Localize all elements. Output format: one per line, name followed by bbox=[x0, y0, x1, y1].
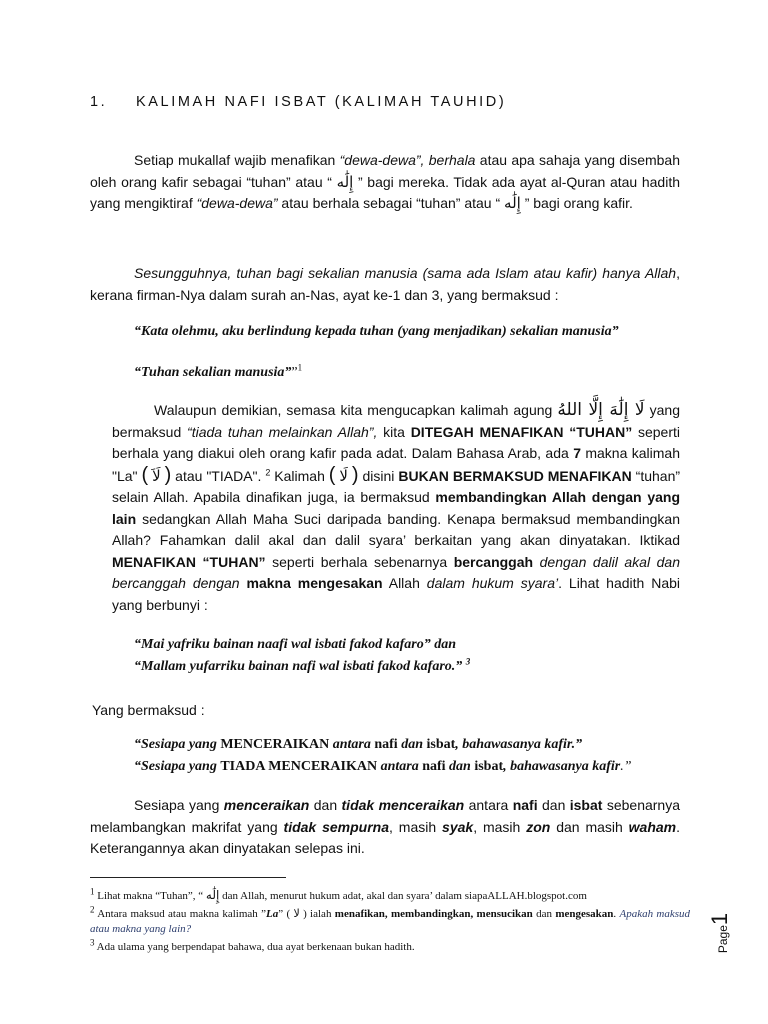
footnote-ref-2: 2 bbox=[265, 466, 271, 477]
p3-text-2: yang bermaksud bbox=[112, 402, 680, 440]
p3-text-13: . Lihat hadith Nabi yang berbunyi : bbox=[112, 575, 681, 613]
p1-text-3: ” bagi mereka. Tidak ada ayat al-Quran atau hadith yang mengiktiraf bbox=[90, 173, 680, 211]
p3-bold-2: 7 bbox=[573, 445, 581, 461]
p3-text-6: atau "TIADA". bbox=[171, 467, 266, 484]
paragraph-4: Yang bermaksud : bbox=[92, 702, 205, 718]
footnote-separator bbox=[90, 877, 286, 878]
paragraph-3: Walaupun demikian, semasa kita mengucapkan kalimah agung لَا إِلَٰهَ إِلَّا اللهُ yang bermaksud “tiada tuhan melainkan Allah”, kita DITEGAH MENAFIKAN “TUHAN” seperti berhala yang diakui oleh orang kafir pada adat. Dalam Bahasa Arab, ada 7 makna kalimah "La" ( لَاَ ) atau "TIADA". $^2$ Kalimah ( لَا ) disini BUKAN BERMAKSUD MENAFIKAN “tuhan” selain Allah. Apabila dinafikan juga, ia bermaksud membandingkan Allah dengan yang lain sedangkan Allah Maha Suci daripada banding. Kenapa bermaksud membandingkan Allah? Fahamkan dalil akal dan dalil syara’ berkaitan yang akan dinyatakan. Iktikad MENAFIKAN “TUHAN” seperti berhala sebenarnya bercanggah dengan dalil akal dan bercanggah dengan makna mengesakan Allah dalam hukum syara’. Lihat hadith Nabi yang berbunyi : bbox=[112, 400, 681, 613]
page-word: Page bbox=[716, 925, 731, 954]
p3-text-8: disini bbox=[358, 467, 399, 484]
p3-text-11: seperti berhala sebenarnya bbox=[265, 553, 454, 570]
p1-text-1: Setiap mukallaf wajib menafikan bbox=[134, 152, 340, 168]
p3-text-4: seperti berhala yang diakui oleh orang kafir pada adat. Dalam Bahasa Arab, ada bbox=[112, 423, 680, 461]
p3-text-1: Walaupun demikian, semasa kita mengucapkan kalimah agung bbox=[154, 402, 558, 418]
p3-bold-1: DITEGAH MENAFIKAN “TUHAN” bbox=[410, 423, 633, 440]
p1-text-2: atau apa sahaja yang disembah oleh orang kafir sebagai “tuhan” atau “ bbox=[90, 152, 681, 190]
arabic-la: لَا bbox=[339, 466, 348, 485]
arabic-la-harakah: لَاَ bbox=[152, 466, 161, 485]
page-num: 1 bbox=[707, 912, 733, 926]
heading-title: KALIMAH NAFI ISBAT (KALIMAH TAUHID) bbox=[136, 94, 507, 110]
quote-text: “Tuhan sekalian manusia” bbox=[134, 365, 292, 380]
meaning-quote bbox=[134, 734, 694, 778]
p3-bold-5: MENAFIKAN “TUHAN” bbox=[112, 553, 266, 570]
p3-text-3: kita bbox=[377, 423, 411, 440]
footnote-3: $^3$ Ada ulama yang berpendapat bahawa, dua ayat berkenaan bukan hadith. bbox=[90, 937, 415, 953]
p3-text-5: makna kalimah "La" bbox=[112, 445, 681, 484]
p3-text-9: “tuhan” selain Allah. Apabila dinafikan juga, ia bermaksud bbox=[112, 467, 681, 505]
p2-text: , kerana firman-Nya dalam surah an-Nas, ayat ke-1 dan 3, yang bermaksud : bbox=[90, 265, 680, 303]
p3-text-12: Allah bbox=[382, 575, 427, 591]
p3-bold-4: membandingkan Allah dengan yang lain bbox=[112, 489, 680, 527]
heading-number: 1. bbox=[90, 94, 108, 110]
footnote-2: $^2$ Antara maksud atau makna kalimah ”La” ( لا ) ialah menafikan, membandingkan, mensucikan dan mengesakan. Apakah maksud atau makna yang lain? bbox=[90, 904, 691, 935]
footnote-ref-1: 1 bbox=[297, 362, 303, 373]
arabic-shahadah: لَا إِلَٰهَ إِلَّا اللهُ bbox=[557, 400, 645, 420]
meaning-line-2: “Sesiapa yang TIADA MENCERAIKAN antara nafi dan isbat, bahawasanya kafir.” bbox=[134, 759, 632, 774]
p3-italic-2: dengan dalil akal dan bercanggah dengan bbox=[112, 553, 680, 591]
p3-text-7: Kalimah bbox=[270, 467, 329, 484]
page-number bbox=[708, 906, 748, 958]
footnote-ref-3: 3 bbox=[465, 656, 471, 667]
footnote-1: $^1$ Lihat makna “Tuhan”, “ إِلَٰه dan Allah, menurut hukum adat, akal dan syara’ dalam siapaALLAH.blogspot.com bbox=[90, 886, 587, 902]
p3-italic-3: dalam hukum syara’ bbox=[426, 575, 559, 591]
arabic-ilah: إِلَٰه bbox=[336, 172, 354, 191]
p1-text-5: ” bagi orang kafir. bbox=[520, 195, 633, 211]
section-heading bbox=[90, 94, 506, 110]
p3-bold-6: bercanggah bbox=[453, 553, 534, 570]
quote-an-nas-3 bbox=[134, 362, 694, 384]
p3-bold-7: makna mengesakan bbox=[246, 575, 383, 591]
quote-an-nas-1: “Kata olehmu, aku berlindung kepada tuhan (yang menjadikan) sekalian manusia” bbox=[134, 324, 619, 339]
hadith-line-1: “Mai yafriku bainan naafi wal isbati fakod kafaro” dan bbox=[134, 637, 457, 652]
p3-text-10: sedangkan Allah Maha Suci daripada banding. Kenapa bermaksud membandingkan Allah? Fahamkan dalil akal dan dalil syara’ berkaitan yang akan dinyatakan. Iktikad bbox=[112, 510, 680, 548]
hadith-quote bbox=[134, 634, 694, 678]
meaning-line-1: “Sesiapa yang MENCERAIKAN antara nafi dan isbat, bahawasanya kafir.” bbox=[134, 737, 583, 752]
hadith-line-2: “Mallam yufarriku bainan nafi wal isbati fakod kafaro.” bbox=[134, 659, 463, 674]
p2-italic: Sesungguhnya, tuhan bagi sekalian manusia (sama ada Islam atau kafir) hanya Allah bbox=[134, 265, 677, 281]
paragraph-1 bbox=[90, 150, 680, 215]
paragraph-2 bbox=[90, 263, 680, 306]
paragraph-5: Sesiapa yang menceraikan dan tidak menceraikan antara nafi dan isbat sebenarnya melambangkan makrifat yang tidak sempurna, masih syak, masih zon dan masih waham. Keterangannya akan dinyatakan selepas ini. bbox=[90, 797, 681, 856]
p3-italic-1: “tiada tuhan melainkan Allah”, bbox=[187, 423, 378, 440]
p3-bold-3: BUKAN BERMAKSUD MENAFIKAN bbox=[398, 467, 632, 484]
quote-tail: ” bbox=[291, 365, 298, 380]
p1-italic-2: “dewa-dewa” bbox=[196, 195, 278, 211]
p1-text-4: atau berhala sebagai “tuhan” atau “ bbox=[277, 195, 505, 211]
p1-italic-1: “dewa-dewa”, berhala bbox=[339, 152, 476, 168]
arabic-ilah: إِلَٰه bbox=[504, 194, 521, 212]
